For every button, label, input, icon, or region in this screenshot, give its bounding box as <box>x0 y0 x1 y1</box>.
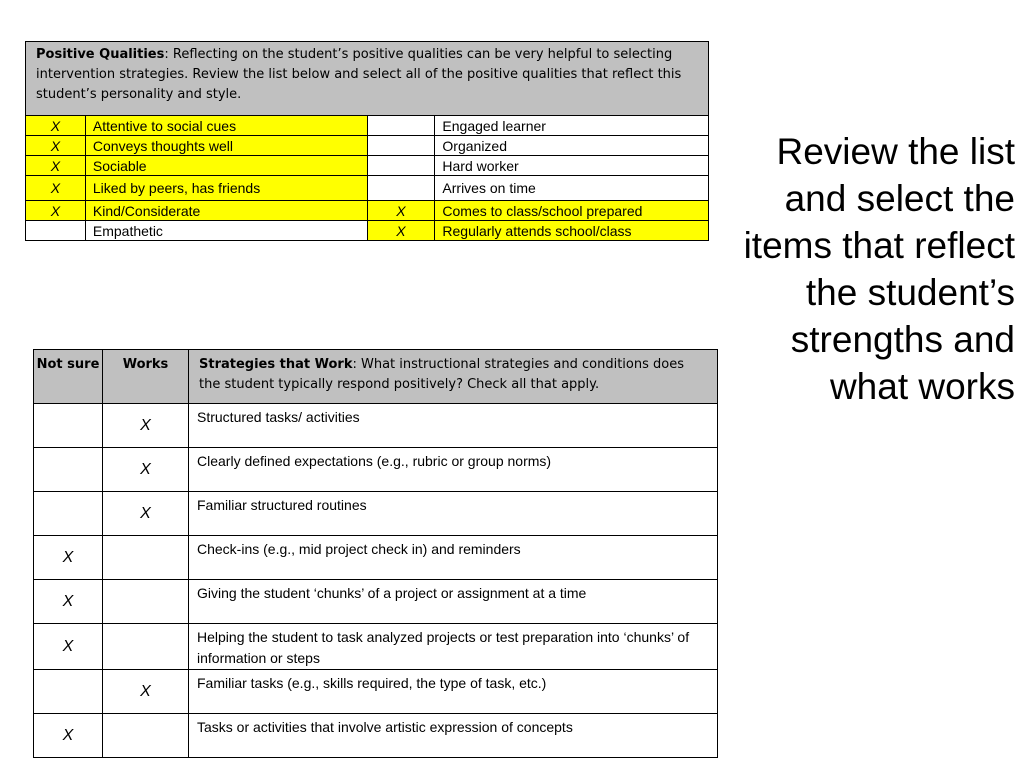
quality-checkbox[interactable] <box>26 221 86 241</box>
works-checkbox[interactable] <box>103 624 189 670</box>
strategy-label: Structured tasks/ activities <box>189 404 718 448</box>
strategies-header-row <box>34 350 718 404</box>
strategy-row <box>34 670 718 714</box>
quality-checkbox[interactable]: X <box>26 176 86 201</box>
quality-label: Empathetic <box>85 221 367 241</box>
quality-checkbox[interactable]: X <box>26 136 86 156</box>
not-sure-checkbox[interactable] <box>34 404 103 448</box>
not-sure-checkbox[interactable]: X <box>34 580 103 624</box>
quality-row <box>26 176 709 201</box>
strategy-label: Helping the student to task analyzed projects or test preparation into ‘chunks’ of information or steps <box>189 624 718 670</box>
positive-qualities-title: Positive Qualities <box>36 47 165 62</box>
strategy-row <box>34 624 718 670</box>
works-checkbox[interactable]: X <box>103 492 189 536</box>
works-checkbox[interactable] <box>103 714 189 758</box>
quality-checkbox[interactable] <box>367 116 435 136</box>
not-sure-checkbox[interactable]: X <box>34 624 103 670</box>
works-column-header: Works <box>103 350 189 404</box>
quality-row <box>26 201 709 221</box>
quality-label: Engaged learner <box>435 116 709 136</box>
strategy-label: Familiar tasks (e.g., skills required, the type of task, etc.) <box>189 670 718 714</box>
strategy-label: Check-ins (e.g., mid project check in) and reminders <box>189 536 718 580</box>
quality-checkbox[interactable]: X <box>367 221 435 241</box>
works-checkbox[interactable]: X <box>103 670 189 714</box>
quality-checkbox[interactable]: X <box>367 201 435 221</box>
quality-checkbox[interactable]: X <box>26 156 86 176</box>
quality-label: Regularly attends school/class <box>435 221 709 241</box>
instruction-text: Review the list and select the items that reflect the student’s strengths and what works <box>743 131 1015 407</box>
quality-checkbox[interactable] <box>367 136 435 156</box>
works-checkbox[interactable] <box>103 580 189 624</box>
not-sure-checkbox[interactable]: X <box>34 714 103 758</box>
quality-label: Kind/Considerate <box>85 201 367 221</box>
quality-label: Arrives on time <box>435 176 709 201</box>
strategies-title: Strategies that Work <box>199 357 353 372</box>
quality-label: Hard worker <box>435 156 709 176</box>
quality-checkbox[interactable] <box>367 176 435 201</box>
quality-row <box>26 136 709 156</box>
quality-checkbox[interactable] <box>367 156 435 176</box>
not-sure-column-header: Not sure <box>34 350 103 404</box>
quality-label: Liked by peers, has friends <box>85 176 367 201</box>
quality-label: Comes to class/school prepared <box>435 201 709 221</box>
not-sure-checkbox[interactable] <box>34 670 103 714</box>
works-checkbox[interactable]: X <box>103 404 189 448</box>
positive-qualities-description: : Reflecting on the student’s positive qualities can be very helpful to selecting intervention strategies. Review the list below and select all of the positive qualities that reflect this student’s personality and style. <box>36 47 682 102</box>
positive-qualities-header <box>26 42 709 116</box>
strategies-table <box>33 349 718 758</box>
quality-label: Conveys thoughts well <box>85 136 367 156</box>
quality-label: Sociable <box>85 156 367 176</box>
quality-row <box>26 116 709 136</box>
strategy-row <box>34 580 718 624</box>
strategy-label: Clearly defined expectations (e.g., rubric or group norms) <box>189 448 718 492</box>
quality-checkbox[interactable]: X <box>26 201 86 221</box>
works-checkbox[interactable] <box>103 536 189 580</box>
positive-qualities-table <box>25 41 709 241</box>
strategies-description: : What instructional strategies and conditions does the student typically respond positively? Check all that apply. <box>199 357 684 392</box>
strategy-row <box>34 714 718 758</box>
strategy-row <box>34 536 718 580</box>
quality-row <box>26 156 709 176</box>
not-sure-checkbox[interactable]: X <box>34 536 103 580</box>
not-sure-checkbox[interactable] <box>34 448 103 492</box>
strategy-label: Familiar structured routines <box>189 492 718 536</box>
strategy-label: Tasks or activities that involve artistic expression of concepts <box>189 714 718 758</box>
strategy-row <box>34 404 718 448</box>
quality-label: Attentive to social cues <box>85 116 367 136</box>
quality-label: Organized <box>435 136 709 156</box>
not-sure-checkbox[interactable] <box>34 492 103 536</box>
works-checkbox[interactable]: X <box>103 448 189 492</box>
strategy-label: Giving the student ‘chunks’ of a project or assignment at a time <box>189 580 718 624</box>
strategy-row <box>34 448 718 492</box>
strategies-column-header <box>189 350 718 404</box>
quality-checkbox[interactable]: X <box>26 116 86 136</box>
quality-row <box>26 221 709 241</box>
strategy-row <box>34 492 718 536</box>
